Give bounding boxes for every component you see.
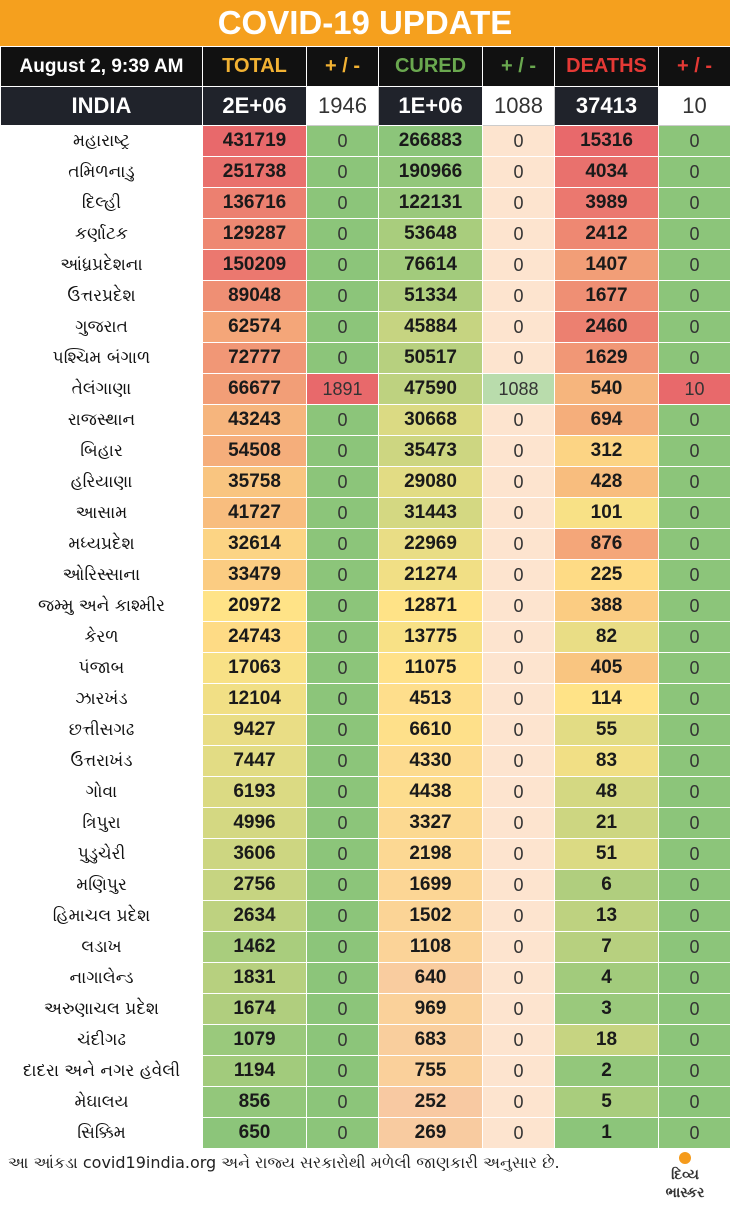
state-total: 9427 xyxy=(203,715,307,746)
state-cured: 269 xyxy=(379,1118,483,1149)
state-total: 54508 xyxy=(203,436,307,467)
state-cured-change: 0 xyxy=(483,963,555,994)
state-total-change: 0 xyxy=(307,715,379,746)
state-deaths-change: 0 xyxy=(659,746,730,777)
state-deaths-change: 0 xyxy=(659,1056,730,1087)
state-cured-change: 0 xyxy=(483,529,555,560)
state-total-change: 0 xyxy=(307,932,379,963)
state-deaths: 3 xyxy=(555,994,659,1025)
state-deaths-change: 10 xyxy=(659,374,730,405)
page-title: COVID-19 UPDATE xyxy=(0,0,730,46)
state-name: જમ્મુ અને કાશ્મીર xyxy=(1,591,203,622)
state-cured: 13775 xyxy=(379,622,483,653)
state-deaths-change: 0 xyxy=(659,343,730,374)
state-total-change: 0 xyxy=(307,498,379,529)
state-deaths: 18 xyxy=(555,1025,659,1056)
deaths-header: DEATHS xyxy=(555,47,659,87)
state-cured-change: 0 xyxy=(483,591,555,622)
state-cured-change: 0 xyxy=(483,1056,555,1087)
state-cured-change: 0 xyxy=(483,281,555,312)
state-name: દાદરા અને નગર હવેલી xyxy=(1,1056,203,1087)
state-name: ગુજરાત xyxy=(1,312,203,343)
state-deaths: 4034 xyxy=(555,157,659,188)
state-total-change: 0 xyxy=(307,529,379,560)
state-total-change: 0 xyxy=(307,901,379,932)
state-cured: 969 xyxy=(379,994,483,1025)
state-row xyxy=(1,498,730,529)
logo-dot-icon xyxy=(679,1152,691,1164)
state-total-change: 0 xyxy=(307,746,379,777)
state-cured: 683 xyxy=(379,1025,483,1056)
state-cured: 11075 xyxy=(379,653,483,684)
state-deaths: 15316 xyxy=(555,126,659,157)
state-deaths: 55 xyxy=(555,715,659,746)
state-deaths-change: 0 xyxy=(659,281,730,312)
state-name: છત્તીસગઢ xyxy=(1,715,203,746)
state-deaths: 114 xyxy=(555,684,659,715)
state-total: 41727 xyxy=(203,498,307,529)
state-name: આસામ xyxy=(1,498,203,529)
state-deaths: 1629 xyxy=(555,343,659,374)
state-cured-change: 0 xyxy=(483,994,555,1025)
state-name: હરિયાણા xyxy=(1,467,203,498)
state-total: 2756 xyxy=(203,870,307,901)
national-name: INDIA xyxy=(1,87,203,126)
state-cured-change: 0 xyxy=(483,219,555,250)
state-total: 89048 xyxy=(203,281,307,312)
state-cured-change: 0 xyxy=(483,870,555,901)
state-total: 3606 xyxy=(203,839,307,870)
state-total-change: 0 xyxy=(307,994,379,1025)
state-name: મધ્યપ્રદેશ xyxy=(1,529,203,560)
state-total-change: 0 xyxy=(307,250,379,281)
state-deaths-change: 0 xyxy=(659,932,730,963)
state-row xyxy=(1,281,730,312)
state-cured-change: 0 xyxy=(483,901,555,932)
state-cured-change: 0 xyxy=(483,932,555,963)
state-cured-change: 0 xyxy=(483,1087,555,1118)
state-cured-change: 1088 xyxy=(483,374,555,405)
state-cured: 22969 xyxy=(379,529,483,560)
state-cured-change: 0 xyxy=(483,467,555,498)
national-deaths: 37413 xyxy=(555,87,659,126)
logo-line-1: દિવ્ય xyxy=(671,1167,699,1183)
state-deaths: 428 xyxy=(555,467,659,498)
state-total: 4996 xyxy=(203,808,307,839)
logo-line-2: ભાસ્કર xyxy=(665,1185,705,1201)
state-cured: 4513 xyxy=(379,684,483,715)
state-row xyxy=(1,870,730,901)
state-name: રાજસ્થાન xyxy=(1,405,203,436)
state-deaths-change: 0 xyxy=(659,963,730,994)
state-row xyxy=(1,250,730,281)
state-total: 32614 xyxy=(203,529,307,560)
state-cured-change: 0 xyxy=(483,808,555,839)
state-cured: 1108 xyxy=(379,932,483,963)
state-deaths: 1407 xyxy=(555,250,659,281)
state-row xyxy=(1,312,730,343)
state-row xyxy=(1,653,730,684)
state-deaths: 540 xyxy=(555,374,659,405)
state-deaths: 2460 xyxy=(555,312,659,343)
state-total: 12104 xyxy=(203,684,307,715)
state-cured: 640 xyxy=(379,963,483,994)
state-total-change: 0 xyxy=(307,1025,379,1056)
state-row xyxy=(1,1118,730,1149)
state-cured: 51334 xyxy=(379,281,483,312)
state-total-change: 1891 xyxy=(307,374,379,405)
state-row xyxy=(1,839,730,870)
state-deaths: 388 xyxy=(555,591,659,622)
state-total: 17063 xyxy=(203,653,307,684)
state-row xyxy=(1,684,730,715)
state-name: પંજાબ xyxy=(1,653,203,684)
state-total: 1674 xyxy=(203,994,307,1025)
state-deaths-change: 0 xyxy=(659,529,730,560)
state-total: 35758 xyxy=(203,467,307,498)
covid-table xyxy=(0,46,730,1149)
state-deaths-change: 0 xyxy=(659,839,730,870)
state-cured: 122131 xyxy=(379,188,483,219)
state-name: લડાખ xyxy=(1,932,203,963)
state-total-change: 0 xyxy=(307,188,379,219)
state-total: 1194 xyxy=(203,1056,307,1087)
state-deaths-change: 0 xyxy=(659,622,730,653)
state-cured: 266883 xyxy=(379,126,483,157)
state-deaths-change: 0 xyxy=(659,219,730,250)
state-cured-change: 0 xyxy=(483,312,555,343)
state-name: તેલંગાણા xyxy=(1,374,203,405)
state-row xyxy=(1,715,730,746)
state-name: ઉત્તરપ્રદેશ xyxy=(1,281,203,312)
state-total-change: 0 xyxy=(307,870,379,901)
state-name: મેઘાલય xyxy=(1,1087,203,1118)
state-cured-change: 0 xyxy=(483,1118,555,1149)
state-cured: 47590 xyxy=(379,374,483,405)
state-name: પુડુચેરી xyxy=(1,839,203,870)
state-cured: 190966 xyxy=(379,157,483,188)
state-row xyxy=(1,436,730,467)
state-row xyxy=(1,1056,730,1087)
state-deaths: 101 xyxy=(555,498,659,529)
state-deaths-change: 0 xyxy=(659,591,730,622)
state-total: 129287 xyxy=(203,219,307,250)
state-row xyxy=(1,994,730,1025)
state-row xyxy=(1,1025,730,1056)
state-name: પશ્ચિમ બંગાળ xyxy=(1,343,203,374)
state-name: સિક્કિમ xyxy=(1,1118,203,1149)
state-deaths: 82 xyxy=(555,622,659,653)
state-total: 2634 xyxy=(203,901,307,932)
state-cured-change: 0 xyxy=(483,653,555,684)
state-total-change: 0 xyxy=(307,312,379,343)
state-total-change: 0 xyxy=(307,622,379,653)
state-name: ચંદીગઢ xyxy=(1,1025,203,1056)
state-total: 431719 xyxy=(203,126,307,157)
state-deaths-change: 0 xyxy=(659,467,730,498)
state-total-change: 0 xyxy=(307,963,379,994)
state-deaths-change: 0 xyxy=(659,188,730,219)
state-deaths-change: 0 xyxy=(659,777,730,808)
total-header: TOTAL xyxy=(203,47,307,87)
state-cured-change: 0 xyxy=(483,622,555,653)
state-deaths: 2 xyxy=(555,1056,659,1087)
cured-header: CURED xyxy=(379,47,483,87)
state-row xyxy=(1,808,730,839)
state-cured: 30668 xyxy=(379,405,483,436)
state-cured-change: 0 xyxy=(483,1025,555,1056)
state-total-change: 0 xyxy=(307,467,379,498)
state-deaths: 225 xyxy=(555,560,659,591)
state-total: 66677 xyxy=(203,374,307,405)
state-cured-change: 0 xyxy=(483,839,555,870)
state-name: હિમાચલ પ્રદેશ xyxy=(1,901,203,932)
state-cured: 45884 xyxy=(379,312,483,343)
state-row xyxy=(1,746,730,777)
state-total-change: 0 xyxy=(307,126,379,157)
state-total-change: 0 xyxy=(307,653,379,684)
state-name: મણિપુર xyxy=(1,870,203,901)
state-row xyxy=(1,126,730,157)
state-cured-change: 0 xyxy=(483,715,555,746)
state-name: ઝારખંડ xyxy=(1,684,203,715)
state-total: 1079 xyxy=(203,1025,307,1056)
state-row xyxy=(1,374,730,405)
state-deaths-change: 0 xyxy=(659,1025,730,1056)
state-total: 33479 xyxy=(203,560,307,591)
state-total-change: 0 xyxy=(307,157,379,188)
state-cured-change: 0 xyxy=(483,188,555,219)
state-total-change: 0 xyxy=(307,839,379,870)
state-cured: 76614 xyxy=(379,250,483,281)
state-cured: 12871 xyxy=(379,591,483,622)
state-total-change: 0 xyxy=(307,343,379,374)
state-cured-change: 0 xyxy=(483,405,555,436)
state-cured-change: 0 xyxy=(483,746,555,777)
state-total: 24743 xyxy=(203,622,307,653)
state-deaths-change: 0 xyxy=(659,994,730,1025)
national-cured-change: 1088 xyxy=(483,87,555,126)
deaths-change-header: + / - xyxy=(659,47,730,87)
state-cured: 1699 xyxy=(379,870,483,901)
state-total: 1831 xyxy=(203,963,307,994)
state-total-change: 0 xyxy=(307,1118,379,1149)
state-total-change: 0 xyxy=(307,1056,379,1087)
total-change-header: + / - xyxy=(307,47,379,87)
state-total-change: 0 xyxy=(307,560,379,591)
state-deaths: 876 xyxy=(555,529,659,560)
state-cured-change: 0 xyxy=(483,777,555,808)
state-name: તમિળનાડુ xyxy=(1,157,203,188)
date-label: August 2, 9:39 AM xyxy=(1,47,203,87)
state-row xyxy=(1,405,730,436)
state-deaths-change: 0 xyxy=(659,684,730,715)
state-row xyxy=(1,188,730,219)
state-total: 251738 xyxy=(203,157,307,188)
national-total-change: 1946 xyxy=(307,87,379,126)
state-row xyxy=(1,157,730,188)
state-deaths-change: 0 xyxy=(659,157,730,188)
state-name: આંધ્રપ્રદેશના xyxy=(1,250,203,281)
state-cured-change: 0 xyxy=(483,498,555,529)
state-deaths: 1677 xyxy=(555,281,659,312)
state-total: 20972 xyxy=(203,591,307,622)
state-name: મહારાષ્ટ્ર xyxy=(1,126,203,157)
state-cured: 21274 xyxy=(379,560,483,591)
state-deaths-change: 0 xyxy=(659,312,730,343)
state-total: 72777 xyxy=(203,343,307,374)
state-deaths: 1 xyxy=(555,1118,659,1149)
state-total: 43243 xyxy=(203,405,307,436)
state-deaths: 7 xyxy=(555,932,659,963)
state-deaths: 13 xyxy=(555,901,659,932)
state-deaths: 6 xyxy=(555,870,659,901)
state-total-change: 0 xyxy=(307,591,379,622)
state-name: અરુણાચલ પ્રદેશ xyxy=(1,994,203,1025)
state-cured: 1502 xyxy=(379,901,483,932)
state-row xyxy=(1,219,730,250)
state-deaths-change: 0 xyxy=(659,436,730,467)
state-cured: 6610 xyxy=(379,715,483,746)
state-cured: 4330 xyxy=(379,746,483,777)
state-deaths-change: 0 xyxy=(659,126,730,157)
state-cured-change: 0 xyxy=(483,684,555,715)
state-row xyxy=(1,591,730,622)
state-total-change: 0 xyxy=(307,777,379,808)
state-deaths: 312 xyxy=(555,436,659,467)
state-deaths-change: 0 xyxy=(659,901,730,932)
state-deaths-change: 0 xyxy=(659,1087,730,1118)
state-name: ઓરિસ્સાના xyxy=(1,560,203,591)
state-deaths-change: 0 xyxy=(659,498,730,529)
state-row xyxy=(1,529,730,560)
state-cured: 252 xyxy=(379,1087,483,1118)
state-total-change: 0 xyxy=(307,684,379,715)
state-deaths-change: 0 xyxy=(659,250,730,281)
state-name: નાગાલેન્ડ xyxy=(1,963,203,994)
national-row xyxy=(1,87,730,126)
state-deaths-change: 0 xyxy=(659,715,730,746)
state-total: 6193 xyxy=(203,777,307,808)
state-deaths: 3989 xyxy=(555,188,659,219)
state-total: 650 xyxy=(203,1118,307,1149)
state-name: દિલ્હી xyxy=(1,188,203,219)
state-cured: 53648 xyxy=(379,219,483,250)
state-cured: 29080 xyxy=(379,467,483,498)
state-cured-change: 0 xyxy=(483,157,555,188)
state-deaths: 48 xyxy=(555,777,659,808)
state-deaths-change: 0 xyxy=(659,808,730,839)
state-cured-change: 0 xyxy=(483,436,555,467)
state-deaths: 4 xyxy=(555,963,659,994)
state-cured: 35473 xyxy=(379,436,483,467)
state-deaths: 405 xyxy=(555,653,659,684)
source-note: આ આંકડા covid19india.org અને રાજ્ય સરકારોથી મળેલી જાણકારી અનુસાર છે. xyxy=(8,1153,560,1172)
state-total: 136716 xyxy=(203,188,307,219)
state-row xyxy=(1,560,730,591)
state-cured: 3327 xyxy=(379,808,483,839)
national-deaths-change: 10 xyxy=(659,87,730,126)
state-row xyxy=(1,343,730,374)
state-total-change: 0 xyxy=(307,219,379,250)
state-deaths: 694 xyxy=(555,405,659,436)
state-total: 150209 xyxy=(203,250,307,281)
state-cured: 755 xyxy=(379,1056,483,1087)
state-deaths: 83 xyxy=(555,746,659,777)
state-deaths: 51 xyxy=(555,839,659,870)
state-row xyxy=(1,901,730,932)
state-row xyxy=(1,1087,730,1118)
state-row xyxy=(1,777,730,808)
state-deaths-change: 0 xyxy=(659,560,730,591)
state-total-change: 0 xyxy=(307,1087,379,1118)
state-cured-change: 0 xyxy=(483,126,555,157)
state-deaths-change: 0 xyxy=(659,870,730,901)
state-name: કેરળ xyxy=(1,622,203,653)
state-cured: 4438 xyxy=(379,777,483,808)
cured-change-header: + / - xyxy=(483,47,555,87)
state-cured-change: 0 xyxy=(483,250,555,281)
state-total: 1462 xyxy=(203,932,307,963)
header-row xyxy=(1,47,730,87)
state-total: 7447 xyxy=(203,746,307,777)
state-total: 856 xyxy=(203,1087,307,1118)
state-cured: 31443 xyxy=(379,498,483,529)
state-deaths: 21 xyxy=(555,808,659,839)
state-row xyxy=(1,622,730,653)
state-name: કર્ણાટક xyxy=(1,219,203,250)
state-total-change: 0 xyxy=(307,405,379,436)
state-cured-change: 0 xyxy=(483,560,555,591)
state-deaths: 2412 xyxy=(555,219,659,250)
state-name: બિહાર xyxy=(1,436,203,467)
state-deaths-change: 0 xyxy=(659,405,730,436)
state-cured-change: 0 xyxy=(483,343,555,374)
state-name: ગોવા xyxy=(1,777,203,808)
state-deaths-change: 0 xyxy=(659,653,730,684)
state-row xyxy=(1,932,730,963)
state-total: 62574 xyxy=(203,312,307,343)
state-deaths-change: 0 xyxy=(659,1118,730,1149)
state-total-change: 0 xyxy=(307,808,379,839)
state-total-change: 0 xyxy=(307,281,379,312)
state-name: ત્રિપુરા xyxy=(1,808,203,839)
national-total: 2E+06 xyxy=(203,87,307,126)
state-cured: 50517 xyxy=(379,343,483,374)
state-cured: 2198 xyxy=(379,839,483,870)
state-name: ઉત્તરાખંડ xyxy=(1,746,203,777)
state-deaths: 5 xyxy=(555,1087,659,1118)
state-row xyxy=(1,963,730,994)
state-row xyxy=(1,467,730,498)
state-total-change: 0 xyxy=(307,436,379,467)
divya-bhaskar-logo xyxy=(650,1152,720,1208)
national-cured: 1E+06 xyxy=(379,87,483,126)
